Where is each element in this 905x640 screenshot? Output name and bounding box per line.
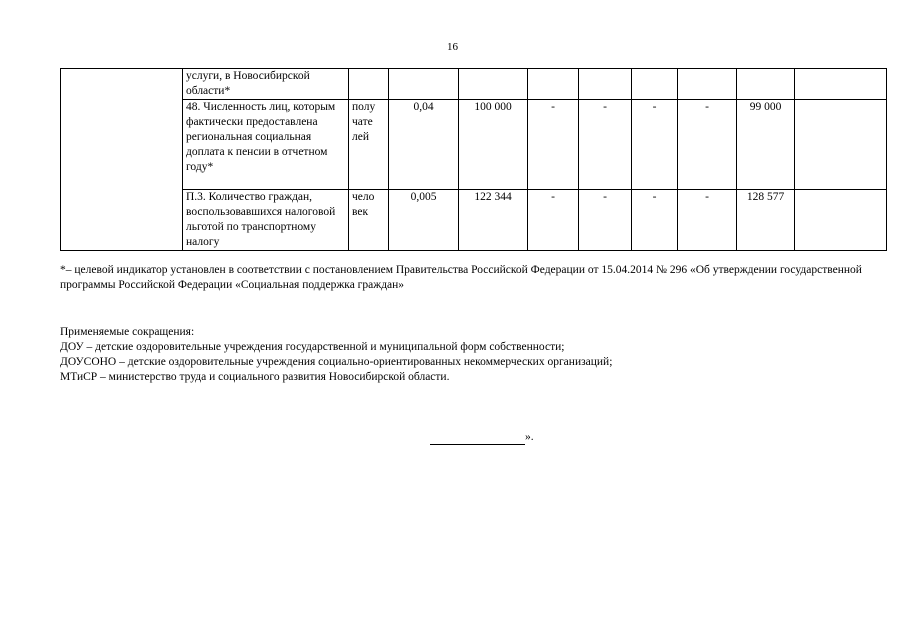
table-cell	[61, 69, 183, 251]
page-number: 16	[447, 41, 458, 53]
year-value-cell	[579, 69, 632, 100]
weight-cell	[389, 69, 459, 100]
table-row	[61, 190, 887, 251]
closing-quote: ».	[525, 431, 534, 443]
abbreviations-heading: Применяемые сокращения:	[60, 326, 195, 338]
abbreviation-item: ДОУ – детские оздоровительные учреждения государственной и муниципальной форм собственности;	[60, 341, 565, 353]
table-row	[61, 100, 887, 190]
unit-cell	[349, 69, 389, 100]
indicator-cell: 48. Численность лиц, которым фактически предоставлена региональная социальная доплата к пенсии в отчетном году*	[183, 100, 349, 190]
signature-underline	[430, 432, 525, 445]
unit-cell: чело век	[349, 190, 389, 251]
year-value-cell	[632, 69, 678, 100]
year-value-cell: -	[528, 100, 579, 190]
year-value-cell	[678, 69, 737, 100]
target-value-cell: 99 000	[737, 100, 795, 190]
footnote: *– целевой индикатор установлен в соответствии с постановлением Правительства Российской Федерации от 15.04.2014 № 296 «Об утверждении государственной программы Российской Федерации «Социальная поддержка граждан»	[60, 264, 862, 291]
table-cell	[795, 190, 887, 251]
indicators-table	[60, 68, 887, 251]
weight-cell: 0,005	[389, 190, 459, 251]
abbreviation-item: ДОУСОНО – детские оздоровительные учреждения социально-ориентированных некоммерческих организаций;	[60, 356, 613, 368]
year-value-cell: -	[632, 190, 678, 251]
table-cell	[795, 100, 887, 190]
weight-cell: 0,04	[389, 100, 459, 190]
year-value-cell	[528, 69, 579, 100]
table-row	[61, 69, 887, 100]
unit-cell: полу чате лей	[349, 100, 389, 190]
indicator-cell: П.3. Количество граждан, воспользовавшихся налоговой льготой по транспортному налогу	[183, 190, 349, 251]
year-value-cell: -	[678, 100, 737, 190]
table-cell	[795, 69, 887, 100]
base-value-cell: 122 344	[459, 190, 528, 251]
abbreviation-item: МТиСР – министерство труда и социального развития Новосибирской области.	[60, 371, 450, 383]
indicator-cell: услуги, в Новосибирской области*	[183, 69, 349, 100]
target-value-cell	[737, 69, 795, 100]
base-value-cell: 100 000	[459, 100, 528, 190]
base-value-cell	[459, 69, 528, 100]
year-value-cell: -	[579, 100, 632, 190]
abbreviations-section	[60, 325, 880, 385]
year-value-cell: -	[579, 190, 632, 251]
year-value-cell: -	[678, 190, 737, 251]
year-value-cell: -	[528, 190, 579, 251]
closing-line	[430, 430, 534, 445]
target-value-cell: 128 577	[737, 190, 795, 251]
year-value-cell: -	[632, 100, 678, 190]
